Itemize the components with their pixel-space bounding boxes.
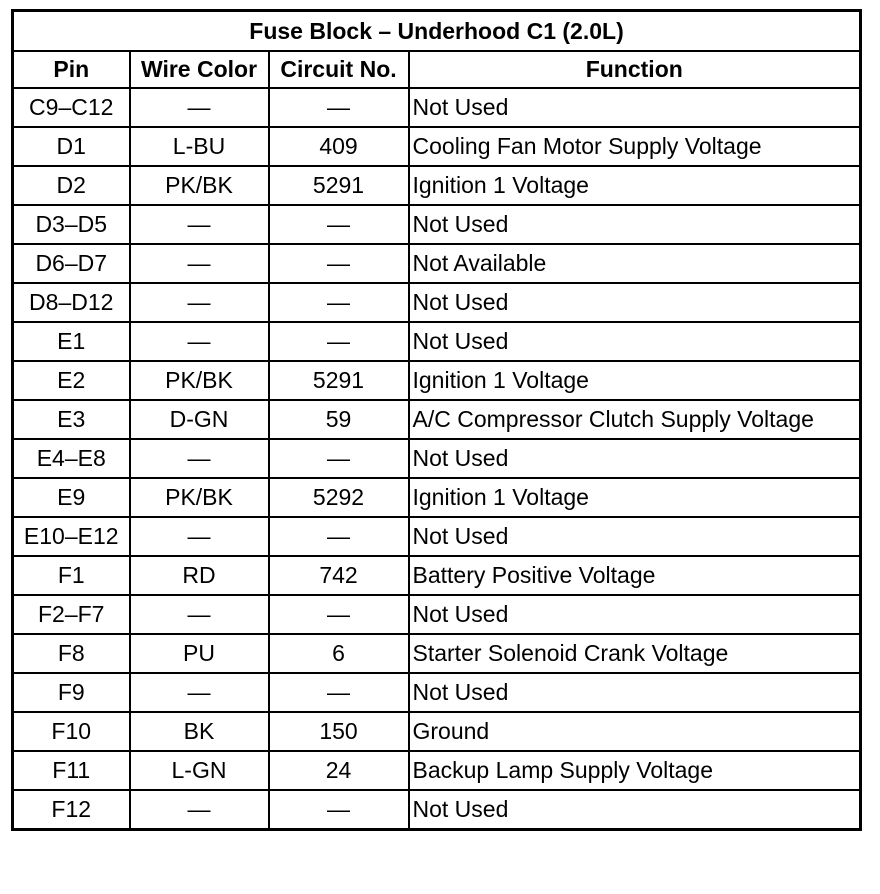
function-cell: Not Used — [409, 439, 861, 478]
table-row — [13, 127, 861, 166]
pin-cell: D2 — [13, 166, 130, 205]
connector-pinout-table — [11, 9, 862, 831]
wire-color-cell: — — [130, 673, 269, 712]
circuit-number-cell: 5291 — [269, 166, 409, 205]
circuit-number-cell: — — [269, 205, 409, 244]
table-row — [13, 283, 861, 322]
wire-color-cell: PK/BK — [130, 478, 269, 517]
circuit-number-cell: 6 — [269, 634, 409, 673]
circuit-number-cell: 5292 — [269, 478, 409, 517]
table-row — [13, 751, 861, 790]
circuit-number-cell: — — [269, 595, 409, 634]
column-header-circuit-no: Circuit No. — [269, 51, 409, 88]
wire-color-cell: PU — [130, 634, 269, 673]
table-row — [13, 205, 861, 244]
circuit-number-cell: 742 — [269, 556, 409, 595]
table-row — [13, 556, 861, 595]
wire-color-cell: — — [130, 244, 269, 283]
function-cell: Ignition 1 Voltage — [409, 166, 861, 205]
circuit-number-cell: 24 — [269, 751, 409, 790]
pin-cell: D1 — [13, 127, 130, 166]
function-cell: Not Used — [409, 595, 861, 634]
column-header-pin: Pin — [13, 51, 130, 88]
pin-cell: F9 — [13, 673, 130, 712]
wire-color-cell: L-BU — [130, 127, 269, 166]
column-header-function: Function — [409, 51, 861, 88]
function-cell: Not Available — [409, 244, 861, 283]
pin-cell: E1 — [13, 322, 130, 361]
function-cell: Ground — [409, 712, 861, 751]
pin-cell: E9 — [13, 478, 130, 517]
table-row — [13, 478, 861, 517]
pin-cell: F12 — [13, 790, 130, 830]
table-header-row — [13, 51, 861, 88]
pin-cell: E4–E8 — [13, 439, 130, 478]
function-cell: Not Used — [409, 322, 861, 361]
column-header-wire-color: Wire Color — [130, 51, 269, 88]
pin-cell: D3–D5 — [13, 205, 130, 244]
table-title: Fuse Block – Underhood C1 (2.0L) — [13, 11, 861, 52]
wire-color-cell: PK/BK — [130, 361, 269, 400]
circuit-number-cell: — — [269, 517, 409, 556]
table-row — [13, 361, 861, 400]
table-row — [13, 712, 861, 751]
wire-color-cell: D-GN — [130, 400, 269, 439]
circuit-number-cell: 59 — [269, 400, 409, 439]
wire-color-cell: — — [130, 88, 269, 127]
function-cell: Ignition 1 Voltage — [409, 478, 861, 517]
pin-cell: F1 — [13, 556, 130, 595]
wire-color-cell: — — [130, 322, 269, 361]
function-cell: Backup Lamp Supply Voltage — [409, 751, 861, 790]
table-row — [13, 244, 861, 283]
function-cell: Not Used — [409, 517, 861, 556]
pin-cell: F8 — [13, 634, 130, 673]
circuit-number-cell: — — [269, 673, 409, 712]
function-cell: Ignition 1 Voltage — [409, 361, 861, 400]
wire-color-cell: L-GN — [130, 751, 269, 790]
table-row — [13, 166, 861, 205]
circuit-number-cell: — — [269, 244, 409, 283]
function-cell: Not Used — [409, 673, 861, 712]
function-cell: Cooling Fan Motor Supply Voltage — [409, 127, 861, 166]
function-cell: Starter Solenoid Crank Voltage — [409, 634, 861, 673]
table-row — [13, 439, 861, 478]
pin-cell: E10–E12 — [13, 517, 130, 556]
function-cell: Not Used — [409, 283, 861, 322]
pin-cell: E2 — [13, 361, 130, 400]
circuit-number-cell: — — [269, 322, 409, 361]
function-cell: A/C Compressor Clutch Supply Voltage — [409, 400, 861, 439]
pin-cell: D6–D7 — [13, 244, 130, 283]
pin-cell: D8–D12 — [13, 283, 130, 322]
circuit-number-cell: — — [269, 88, 409, 127]
table-row — [13, 595, 861, 634]
wire-color-cell: — — [130, 283, 269, 322]
table-row — [13, 790, 861, 830]
circuit-number-cell: — — [269, 790, 409, 830]
circuit-number-cell: 150 — [269, 712, 409, 751]
pin-cell: E3 — [13, 400, 130, 439]
pin-cell: F2–F7 — [13, 595, 130, 634]
wire-color-cell: RD — [130, 556, 269, 595]
circuit-number-cell: 409 — [269, 127, 409, 166]
circuit-number-cell: — — [269, 439, 409, 478]
function-cell: Not Used — [409, 790, 861, 830]
table-body — [13, 88, 861, 830]
function-cell: Not Used — [409, 88, 861, 127]
wire-color-cell: PK/BK — [130, 166, 269, 205]
wire-color-cell: BK — [130, 712, 269, 751]
circuit-number-cell: — — [269, 283, 409, 322]
wire-color-cell: — — [130, 205, 269, 244]
function-cell: Not Used — [409, 205, 861, 244]
wire-color-cell: — — [130, 790, 269, 830]
pin-cell: F10 — [13, 712, 130, 751]
table-title-row — [13, 11, 861, 52]
wire-color-cell: — — [130, 439, 269, 478]
wire-color-cell: — — [130, 595, 269, 634]
table-row — [13, 322, 861, 361]
wire-color-cell: — — [130, 517, 269, 556]
table-row — [13, 400, 861, 439]
function-cell: Battery Positive Voltage — [409, 556, 861, 595]
table-row — [13, 634, 861, 673]
circuit-number-cell: 5291 — [269, 361, 409, 400]
table-row — [13, 88, 861, 127]
table-row — [13, 673, 861, 712]
pin-cell: C9–C12 — [13, 88, 130, 127]
table-row — [13, 517, 861, 556]
pin-cell: F11 — [13, 751, 130, 790]
